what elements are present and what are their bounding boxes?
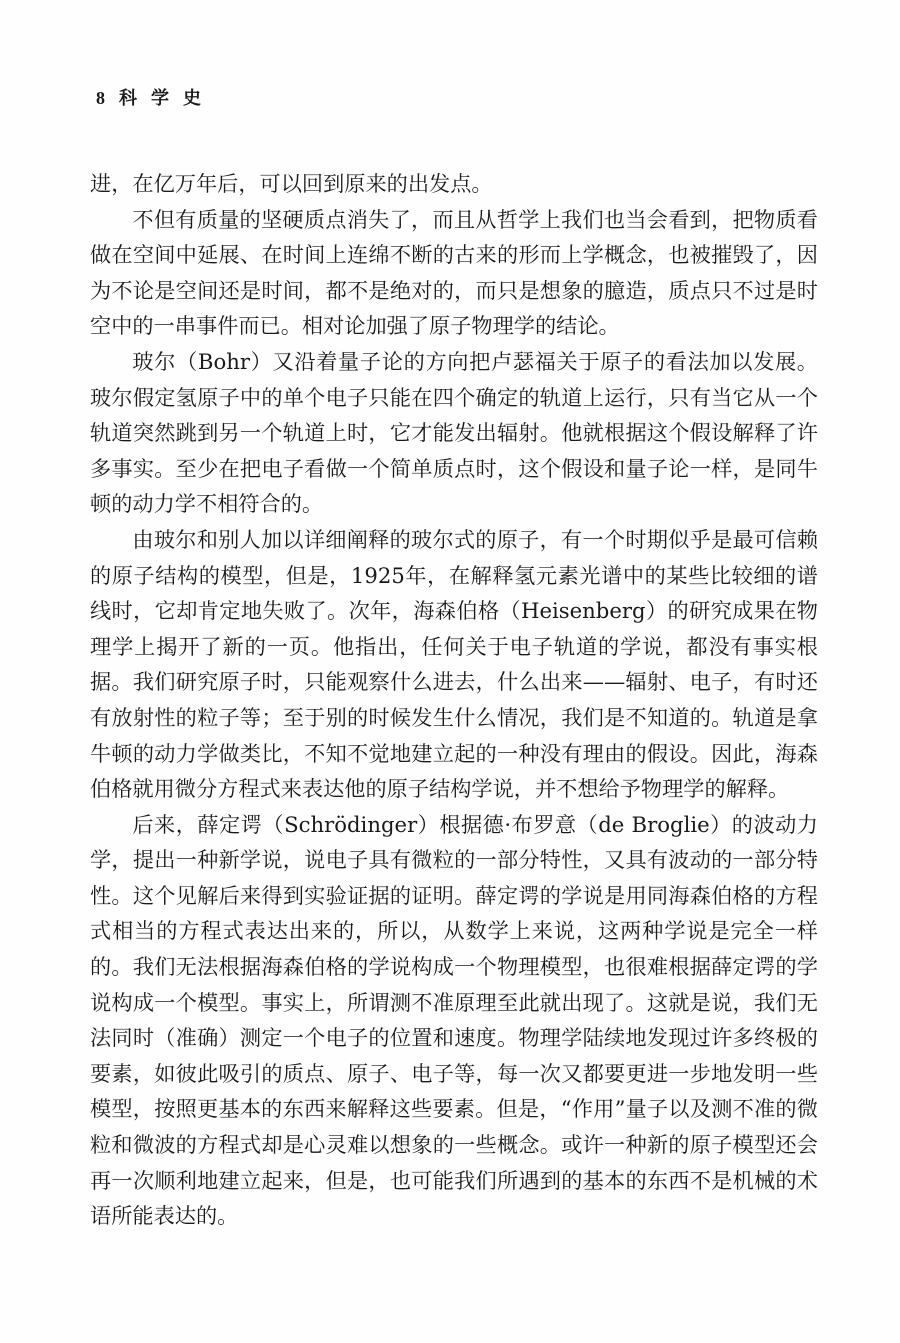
paragraph: 进，在亿万年后，可以回到原来的出发点。 xyxy=(90,171,493,196)
book-title: 科学史 xyxy=(119,88,215,109)
paragraph: 后来，薛定谔（Schrödinger）根据德·布罗意（de Broglie）的波动力学，提出一种新学说，说电子具有微粒的一部分特性，又具有波动的一部分特性。这个见解后来得到实验证据的证明。薛定谔的学说是用同海森伯格的方程式相当的方程式表达出来的，所以，从数学上来说，这两种学说是完全一样的。我们无法根据海森伯格的学说构成一个物理模型，也很难根据薛定谔的学说构成一个模型。事实上，所谓测不准原理至此就出现了。这就是说，我们无法同时（准确）测定一个电子的位置和速度。物理学陆续地发现过许多终极的要素，如彼此吸引的质点、原子、电子等，每一次又都要更进一步地发明一些模型，按照更基本的东西来解释这些要素。但是，“作用”量子以及测不准的微粒和微波的方程式却是心灵难以想象的一些概念。或许一种新的原子模型还会再一次顺利地建立起来，但是，也可能我们所遇到的基本的东西不是机械的术语所能表达的。 xyxy=(90,811,818,1229)
paragraph: 由玻尔和别人加以详细阐释的玻尔式的原子，有一个时期似乎是最可信赖的原子结构的模型，但是，1925年，在解释氢元素光谱中的某些比较细的谱线时，它却肯定地失败了。次年，海森伯格（Heisenberg）的研究成果在物理学上揭开了新的一页。他指出，任何关于电子轨道的学说，都没有事实根据。我们研究原子时，只能观察什么进去，什么出来——辐射、电子，有时还有放射性的粒子等；至于别的时候发生什么情况，我们是不知道的。轨道是拿牛顿的动力学做类比，不知不觉地建立起的一种没有理由的假设。因此，海森伯格就用微分方程式来表达他的原子结构学说，并不想给予物理学的解释。 xyxy=(90,526,818,802)
page-number: 8 xyxy=(96,88,105,108)
paragraph: 不但有质量的坚硬质点消失了，而且从哲学上我们也当会看到，把物质看做在空间中延展、在时间上连绵不断的古来的形而上学概念，也被摧毁了，因为不论是空间还是时间，都不是绝对的，而只是想象的臆造，质点只不过是时空中的一串事件而已。相对论加强了原子物理学的结论。 xyxy=(90,206,818,339)
paragraph: 玻尔（Bohr）又沿着量子论的方向把卢瑟福关于原子的看法加以发展。玻尔假定氢原子中的单个电子只能在四个确定的轨道上运行，只有当它从一个轨道突然跳到另一个轨道上时，它才能发出辐射。他就根据这个假设解释了许多事实。至少在把电子看做一个简单质点时，这个假设和量子论一样，是同牛顿的动力学不相符合的。 xyxy=(90,348,818,517)
running-head xyxy=(96,84,215,110)
body-text xyxy=(90,166,818,1234)
